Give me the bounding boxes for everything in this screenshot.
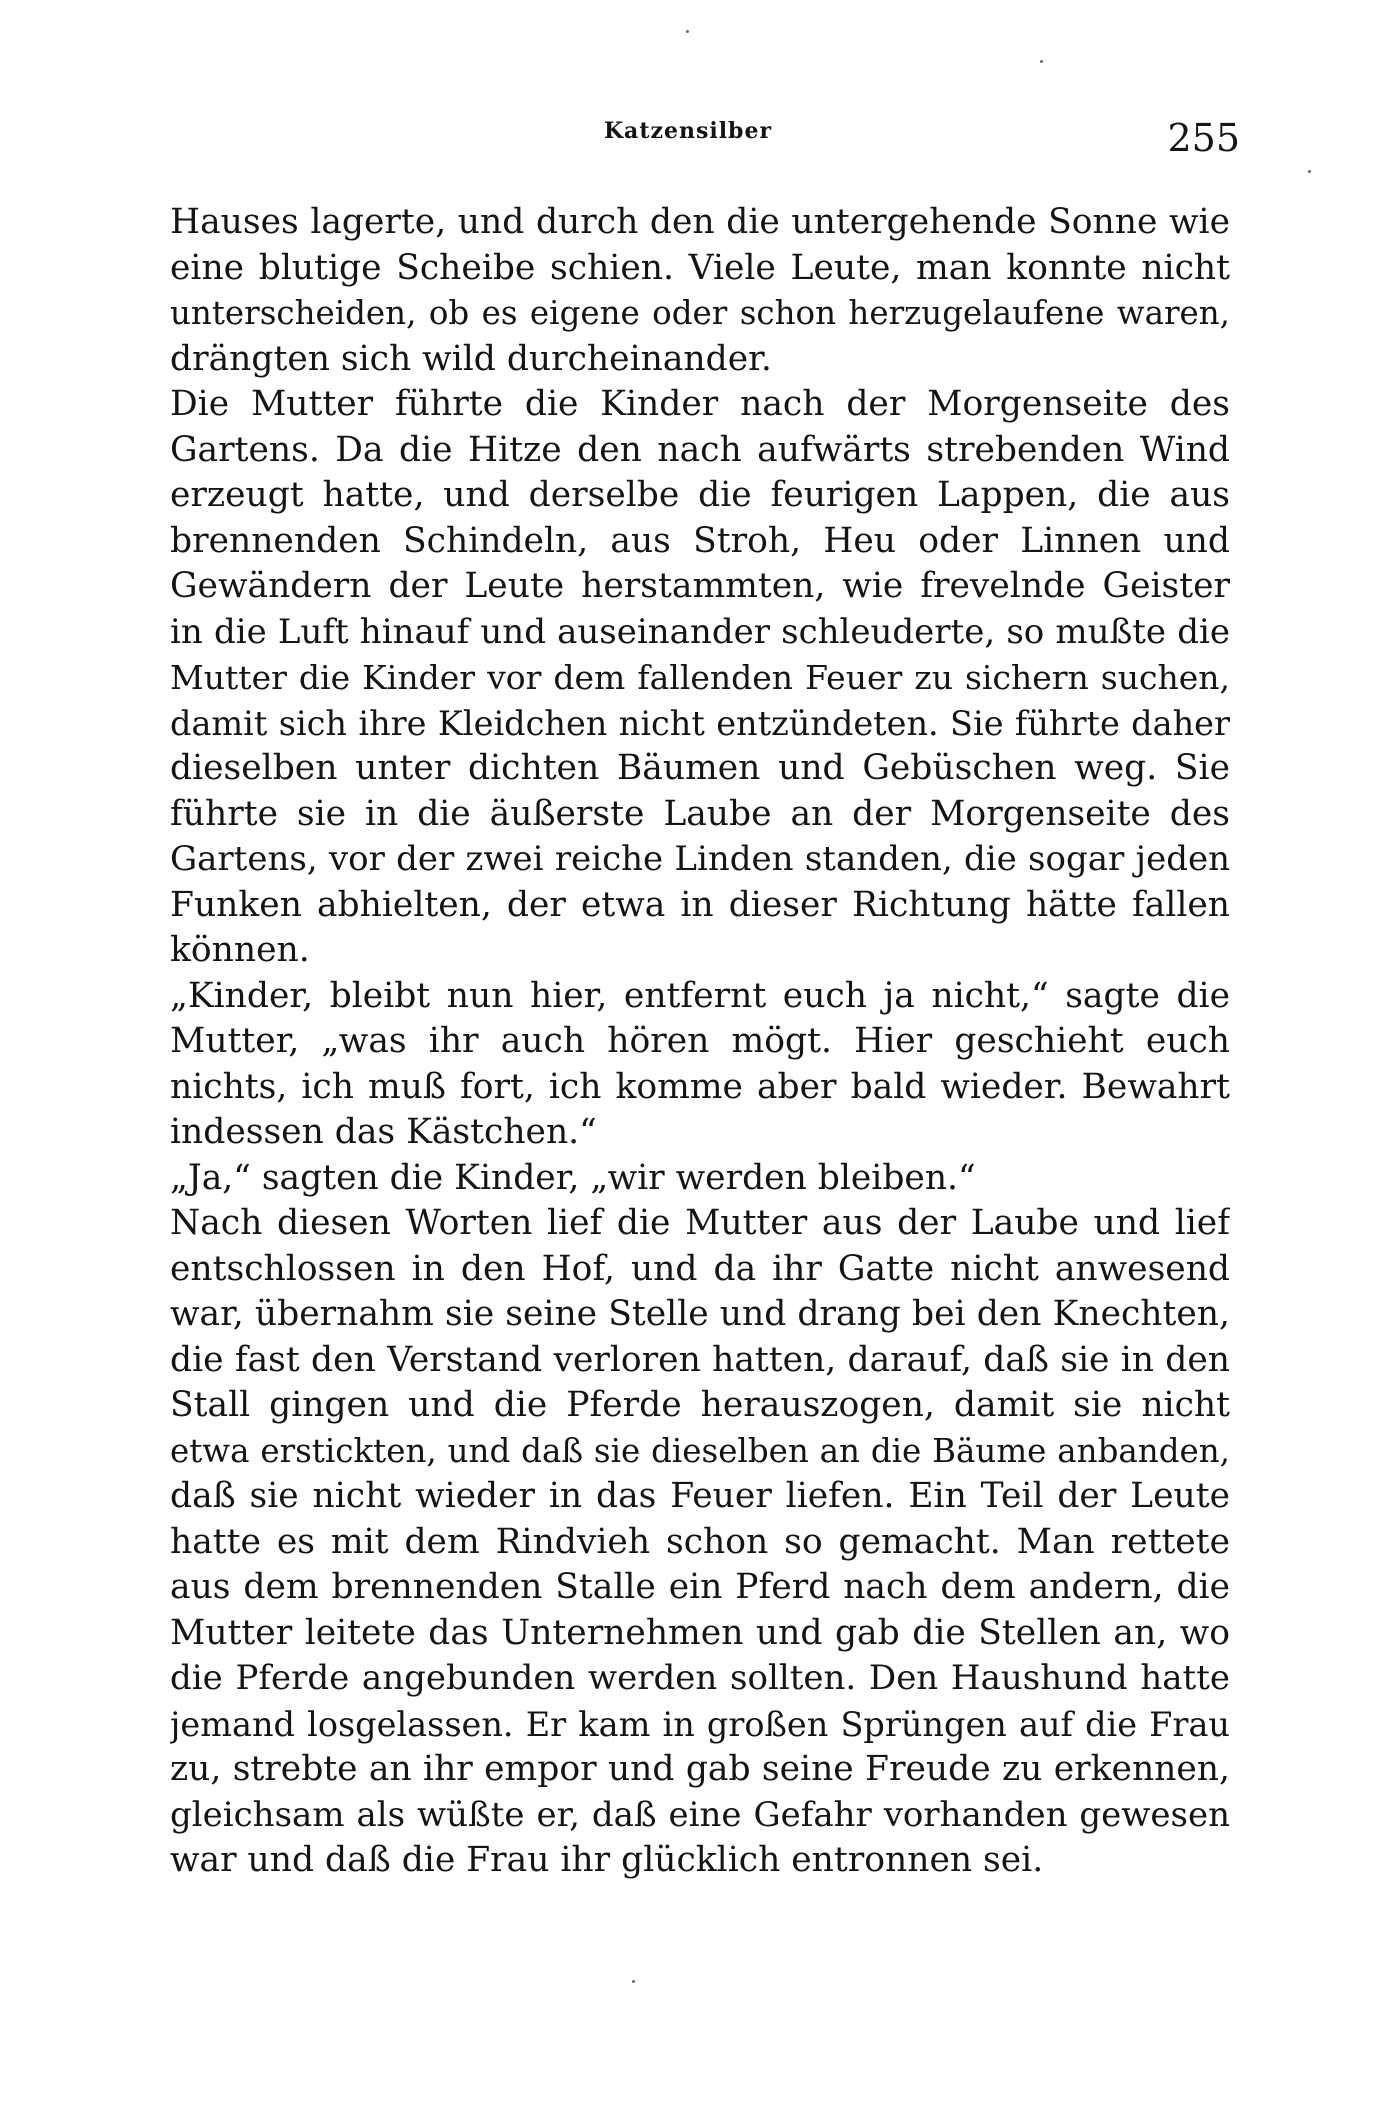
text-line: Gewändern der Leute herstammten, wie frevelnde Geister: [170, 566, 1230, 606]
text-line: Nach diesen Worten lief die Mutter aus der Laube und lief: [170, 1203, 1230, 1243]
print-speck: [1040, 60, 1043, 63]
text-line: erzeugt hatte, und derselbe die feurigen Lappen, die aus: [170, 475, 1230, 515]
text-line: damit sich ihre Kleidchen nicht entzündeten. Sie führte daher: [170, 703, 1230, 743]
text-line: „Kinder, bleibt nun hier, entfernt euch ja nicht,“ sagte die: [170, 975, 1230, 1016]
text-line: dieselben unter dichten Bäumen und Gebüschen weg. Sie: [170, 748, 1230, 788]
text-line: jemand losgelassen. Er kam in großen Sprüngen auf die Frau: [170, 1704, 1230, 1744]
text-line: Die Mutter führte die Kinder nach der Morgenseite des: [170, 384, 1230, 424]
text-line: Gartens, vor der zwei reiche Linden standen, die sogar jeden: [170, 839, 1230, 879]
text-line: zu, strebte an ihr empor und gab seine Freude zu erkennen,: [170, 1749, 1230, 1789]
text-line: Hauses lagerte, und durch den die untergehende Sonne wie: [170, 202, 1230, 242]
text-line: in die Luft hinauf und auseinander schleuderte, so mußte die: [170, 611, 1230, 652]
text-line: nichts, ich muß fort, ich komme aber bald wieder. Bewahrt: [170, 1066, 1230, 1107]
page-number: 255: [1167, 116, 1240, 160]
text-line: Funken abhielten, der etwa in dieser Richtung hätte fallen: [170, 884, 1230, 925]
text-line: unterscheiden, ob es eigene oder schon herzugelaufene waren,: [170, 294, 1230, 332]
text-line: hatte es mit dem Rindvieh schon so gemacht. Man rettete: [170, 1521, 1230, 1562]
text-line: gleichsam als wüßte er, daß eine Gefahr vorhanden gewesen: [170, 1794, 1230, 1835]
text-line: können.: [170, 930, 310, 970]
text-line: die fast den Verstand verloren hatten, darauf, daß sie in den: [170, 1339, 1230, 1380]
text-line: Mutter, „was ihr auch hören mögt. Hier geschieht euch: [170, 1021, 1230, 1061]
text-line: eine blutige Scheibe schien. Viele Leute, man konnte nicht: [170, 247, 1230, 288]
body-text: [170, 200, 1230, 1884]
text-line: „Ja,“ sagten die Kinder, „wir werden bleiben.“: [170, 1157, 976, 1198]
text-line: Mutter leitete das Unternehmen und gab die Stellen an, wo: [170, 1612, 1230, 1653]
text-line: brennenden Schindeln, aus Stroh, Heu oder Linnen und: [170, 520, 1230, 561]
text-line: war und daß die Frau ihr glücklich entronnen sei.: [170, 1840, 1044, 1880]
print-speck: [1308, 170, 1311, 173]
text-line: die Pferde angebunden werden sollten. Den Haushund hatte: [170, 1658, 1230, 1698]
text-line: Stall gingen und die Pferde herauszogen, damit sie nicht: [170, 1385, 1230, 1425]
text-line: Gartens. Da die Hitze den nach aufwärts strebenden Wind: [170, 429, 1230, 470]
print-speck: [632, 1980, 635, 1983]
print-speck: [686, 30, 689, 33]
text-line: aus dem brennenden Stalle ein Pferd nach dem andern, die: [170, 1567, 1230, 1607]
text-line: Mutter die Kinder vor dem fallenden Feuer zu sichern suchen,: [170, 658, 1230, 697]
text-line: entschlossen in den Hof, und da ihr Gatte nicht anwesend: [170, 1248, 1230, 1289]
text-line: drängten sich wild durcheinander.: [170, 338, 772, 379]
text-line: daß sie nicht wieder in das Feuer liefen. Ein Teil der Leute: [170, 1476, 1230, 1516]
text-line: führte sie in die äußerste Laube an der Morgenseite des: [170, 793, 1230, 834]
running-title: Katzensilber: [603, 118, 773, 144]
text-line: indessen das Kästchen.“: [170, 1112, 597, 1152]
text-line: etwa erstickten, und daß sie dieselben an die Bäume anbanden,: [170, 1431, 1230, 1470]
text-line: war, übernahm sie seine Stelle und drang bei den Knechten,: [170, 1294, 1230, 1334]
